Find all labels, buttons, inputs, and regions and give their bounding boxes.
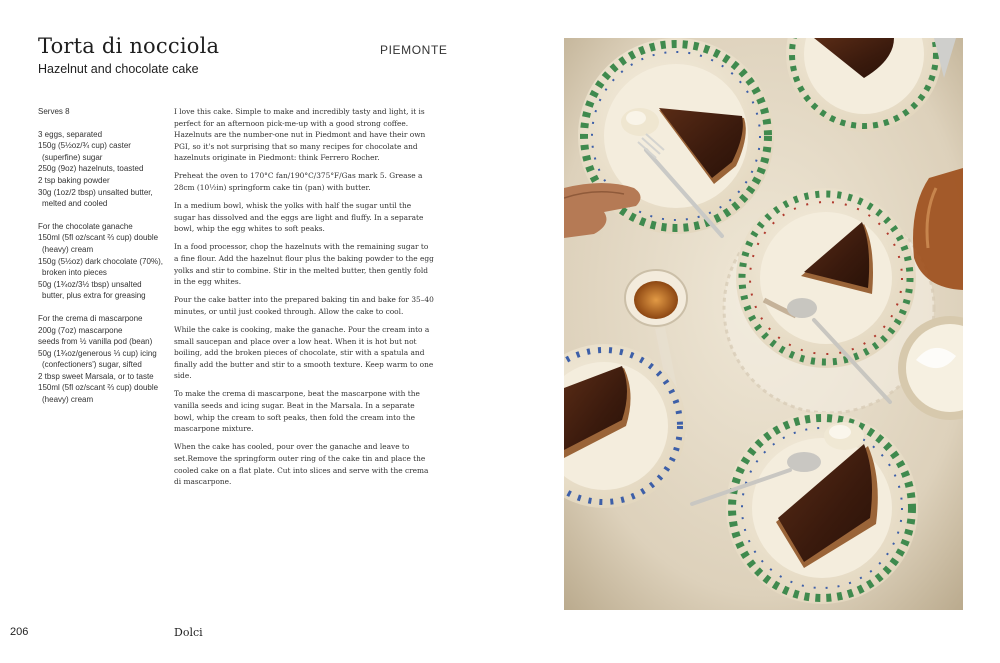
method-step: When the cake has cooled, pour over the ganache and leave to set.Remove the springform outer ring of the cake tin and place the cooled cake on a flat plate. Cut into slices and serve with the crema di mascarpone. (174, 442, 429, 487)
ingredient-line: 150ml (5fl oz/scant ⅔ cup) double (heavy) cream (38, 233, 159, 254)
method-step: Preheat the oven to 170°C fan/190°C/375°F/Gas mark 5. Grease a 28cm (10½in) springform cake tin (pan) with butter. (174, 171, 423, 193)
page-number: 206 (10, 626, 29, 638)
ingredient-line: 200g (7oz) mascarpone (38, 325, 123, 335)
ingredient-line: seeds from ½ vanilla pod (bean) (38, 337, 153, 347)
method-step: To make the crema di mascarpone, beat the mascarpone with the vanilla seeds and icing sugar. Beat in the Marsala. In a separate bowl, whip the cream to soft peaks, then fold the cream into the mascarpone mixture. (174, 389, 420, 434)
ingredient-line: 2 tsp baking powder (38, 175, 110, 185)
recipe-title: Torta di nocciola (38, 34, 220, 58)
ingredient-line: 150g (5½oz/¾ cup) caster (superfine) sugar (38, 141, 131, 162)
ingredient-group-ganache (38, 221, 163, 302)
intro-paragraph: I love this cake. Simple to make and incredibly tasty and light, it is perfect for an afternoon pick-me-up with a good strong coffee. Hazelnuts are the number-one nut in Piedmont and have their own PGI, so it's not surprising that so many recipes for chocolate and hazelnuts originate in Piedmont: think Ferrero Rocher. (174, 107, 426, 163)
ingredient-line: 50g (1¾oz/generous ⅓ cup) icing (confectioners') sugar, sifted (38, 348, 157, 370)
cake-plates-photo (564, 38, 963, 610)
ingredient-line: 250g (9oz) hazelnuts, toasted (38, 164, 144, 174)
recipe-region: PIEMONTE (380, 43, 448, 57)
section-name: Dolci (174, 626, 203, 639)
ingredient-line: 3 eggs, separated (38, 129, 103, 139)
ingredient-group-cake (38, 129, 163, 210)
ingredient-line: 30g (1oz/2 tbsp) unsalted butter, melted and cooled (38, 187, 153, 209)
method-step: In a food processor, chop the hazelnuts with the remaining sugar to a fine flour. Add the hazelnut flour plus the baking powder to the egg yolks and stir to combine. Stir in the melted butter, then gently fold in the egg whites. (174, 242, 434, 287)
method-text (174, 106, 434, 494)
ingredients-list (38, 106, 163, 417)
method-step: Pour the cake batter into the prepared baking tin and bake for 35–40 minutes, or until just cooked through. Allow the cake to cool. (174, 295, 434, 316)
recipe-subtitle: Hazelnut and chocolate cake (38, 62, 199, 76)
ingredient-group-mascarpone (38, 313, 163, 406)
ingredient-group-heading: For the crema di mascarpone (38, 313, 143, 323)
serves-text: Serves 8 (38, 107, 70, 116)
ingredient-line: 150g (5½oz) dark chocolate (70%), broken into pieces (38, 256, 163, 278)
ingredient-group-heading: For the chocolate ganache (38, 221, 133, 231)
ingredient-line: 150ml (5fl oz/scant ⅔ cup) double (heavy) cream (38, 383, 159, 405)
ingredient-line: 50g (1¾oz/3½ tbsp) unsalted butter, plus extra for greasing (38, 279, 146, 301)
method-step: In a medium bowl, whisk the yolks with half the sugar until the sugar has dissolved and the eggs are light and fluffy. In a separate bowl, whip the egg whites to soft peaks. (174, 201, 424, 234)
method-step: While the cake is cooking, make the ganache. Pour the cream into a small saucepan and place over a low heat. When it is hot but not boiling, add the broken pieces of chocolate, stir with a spatula and finally add the butter and stir to a smooth texture. Keep warm to one side. (174, 325, 434, 381)
ingredient-line: 2 tbsp sweet Marsala, or to taste (38, 371, 154, 381)
